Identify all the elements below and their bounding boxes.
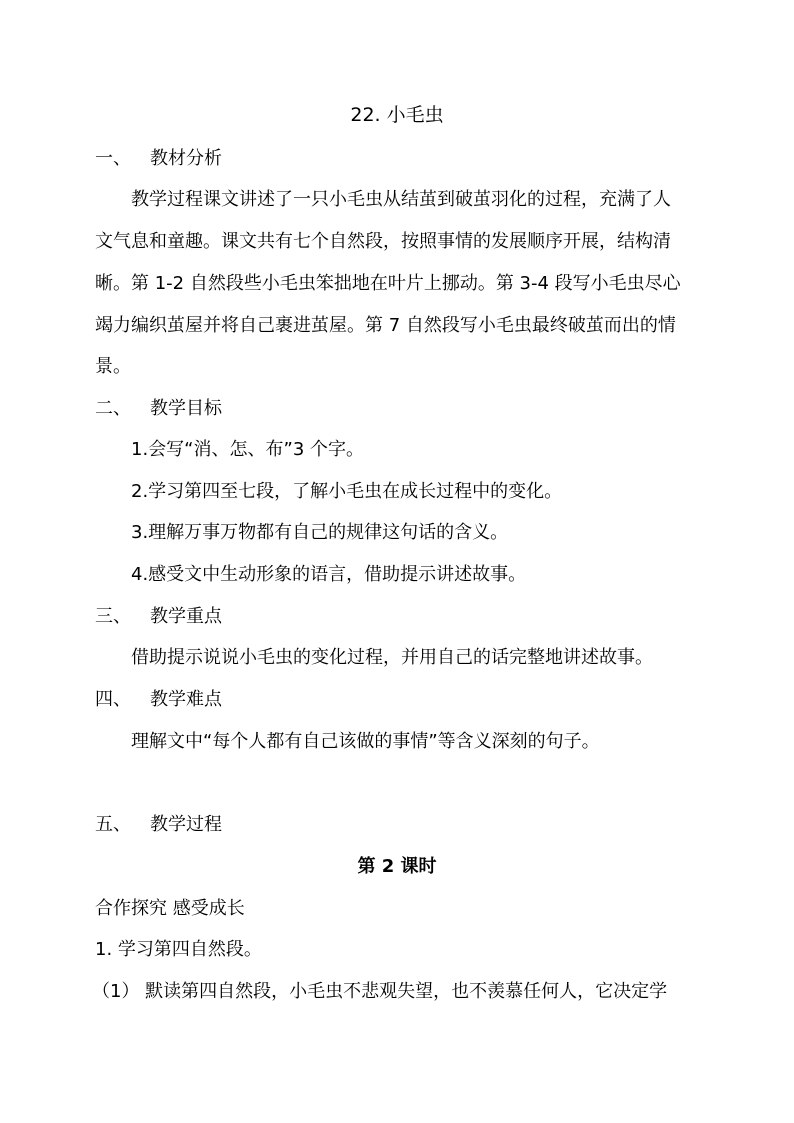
section-number: 一、 bbox=[95, 148, 131, 169]
difficulty-text: 理解文中“每个人都有自己该做的事情”等含义深刻的句子。 bbox=[131, 731, 600, 752]
section-heading-4 bbox=[95, 688, 222, 712]
analysis-line-4: 竭力编织茧屋并将自己裹进茧屋。第 7 自然段写小毛虫最终破茧而出的情 bbox=[95, 315, 676, 336]
section-number: 三、 bbox=[95, 606, 131, 627]
step-1: 1. 学习第四自然段。 bbox=[95, 939, 262, 960]
key-point-text: 借助提示说说小毛虫的变化过程，并用自己的话完整地讲述故事。 bbox=[131, 647, 653, 668]
step-1-1: （1） 默读第四自然段，小毛虫不悲观失望，也不羡慕任何人，它决定学 bbox=[92, 981, 668, 1002]
section-heading-1 bbox=[95, 147, 222, 171]
section-number: 五、 bbox=[95, 814, 131, 835]
section-label: 教材分析 bbox=[150, 148, 222, 169]
section-heading-3 bbox=[95, 605, 222, 629]
activity-heading: 合作探究 感受成长 bbox=[95, 898, 245, 919]
analysis-line-2: 文气息和童趣。课文共有七个自然段，按照事情的发展顺序开展，结构清 bbox=[95, 231, 671, 252]
section-label: 教学目标 bbox=[150, 398, 222, 419]
section-heading-5 bbox=[95, 813, 222, 837]
analysis-line-3: 晰。第 1-2 自然段些小毛虫笨拙地在叶片上挪动。第 3-4 段写小毛虫尽心 bbox=[95, 273, 681, 294]
section-label: 教学难点 bbox=[150, 689, 222, 710]
analysis-line-5: 景。 bbox=[95, 356, 131, 377]
document-title: 22. 小毛虫 bbox=[350, 104, 444, 126]
goal-2: 2.学习第四至七段，了解小毛虫在成长过程中的变化。 bbox=[131, 481, 563, 502]
goal-1: 1.会写“消、怎、布”3 个字。 bbox=[131, 439, 364, 460]
analysis-line-1: 教学过程课文讲述了一只小毛虫从结茧到破茧羽化的过程，充满了人 bbox=[131, 189, 671, 210]
goal-3: 3.理解万事万物都有自己的规律这句话的含义。 bbox=[131, 522, 509, 543]
section-number: 四、 bbox=[95, 689, 131, 710]
section-heading-2 bbox=[95, 397, 222, 421]
goal-4: 4.感受文中生动形象的语言，借助提示讲述故事。 bbox=[131, 564, 527, 585]
section-number: 二、 bbox=[95, 398, 131, 419]
lesson-title: 第 2 课时 bbox=[357, 856, 437, 877]
section-label: 教学过程 bbox=[150, 814, 222, 835]
section-label: 教学重点 bbox=[150, 606, 222, 627]
